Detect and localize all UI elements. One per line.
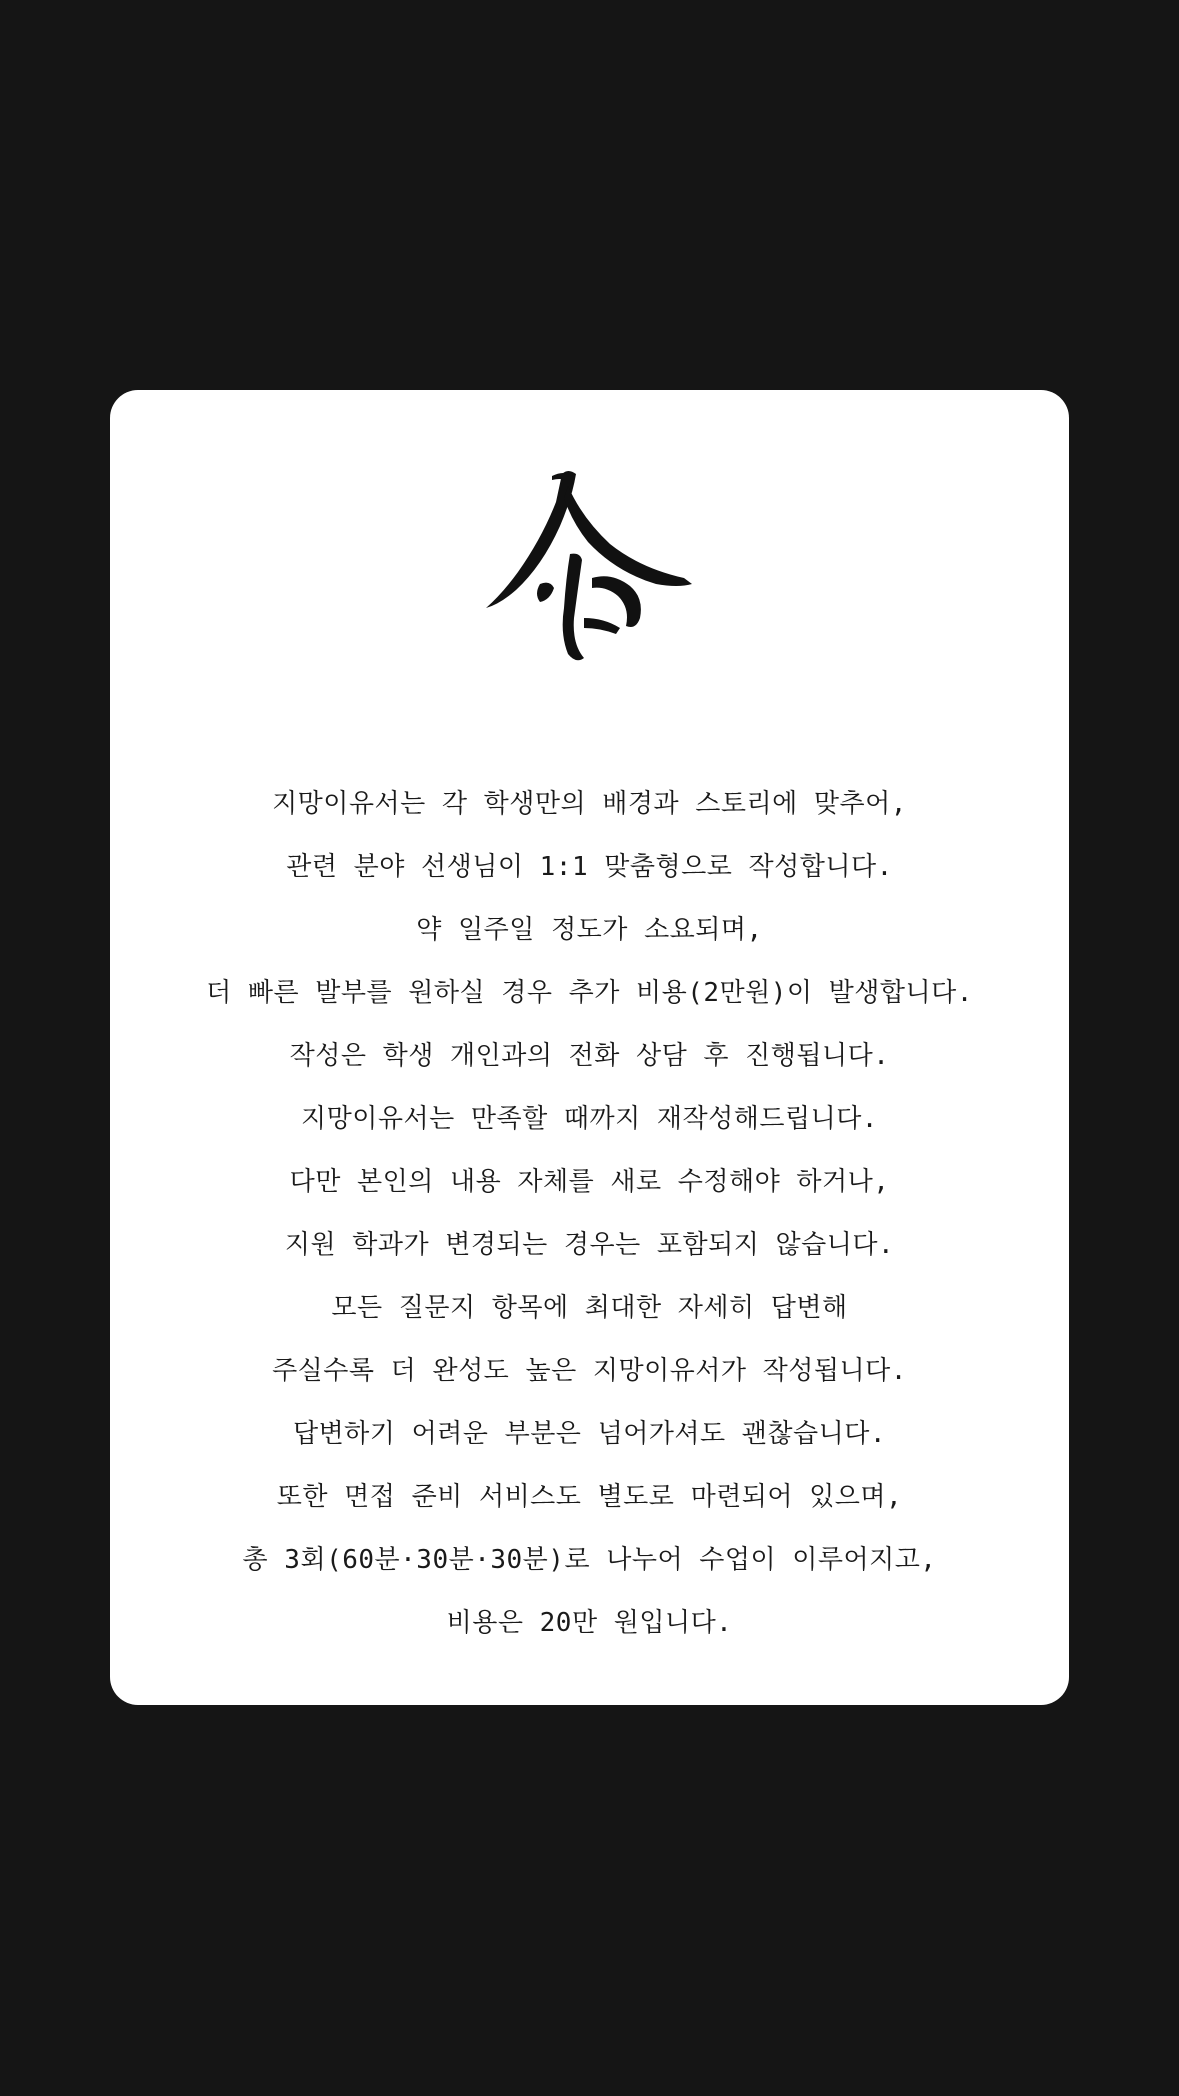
text-line: 모든 질문지 항목에 최대한 자세히 답변해	[331, 1293, 848, 1323]
text-line: 지망이유서는 만족할 때까지 재작성해드립니다.	[301, 1104, 878, 1134]
text-line: 작성은 학생 개인과의 전화 상담 후 진행됩니다.	[289, 1041, 890, 1071]
text-line: 주실수록 더 완성도 높은 지망이유서가 작성됩니다.	[272, 1356, 907, 1386]
text-line: 답변하기 어려운 부분은 넘어가셔도 괜찮습니다.	[292, 1419, 887, 1449]
info-card	[110, 390, 1069, 1705]
text-line: 더 빠른 발부를 원하실 경우 추가 비용(2만원)이 발생합니다.	[206, 978, 973, 1008]
text-line: 관련 분야 선생님이 1:1 맞춤형으로 작성합니다.	[286, 852, 893, 882]
text-line: 지원 학과가 변경되는 경우는 포함되지 않습니다.	[284, 1230, 895, 1260]
text-line: 다만 본인의 내용 자체를 새로 수정해야 하거나,	[289, 1167, 890, 1197]
description-text	[110, 773, 1069, 1655]
text-line: 총 3회(60분·30분·30분)로 나누어 수업이 이루어지고,	[242, 1545, 937, 1575]
text-line: 지망이유서는 각 학생만의 배경과 스토리에 맞추어,	[272, 789, 907, 819]
text-line: 비용은 20만 원입니다.	[446, 1608, 733, 1638]
text-line: 약 일주일 정도가 소요되며,	[416, 915, 763, 945]
calligraphy-brush-logo-icon	[480, 468, 700, 668]
text-line: 또한 면접 준비 서비스도 별도로 마련되어 있으며,	[276, 1482, 903, 1512]
